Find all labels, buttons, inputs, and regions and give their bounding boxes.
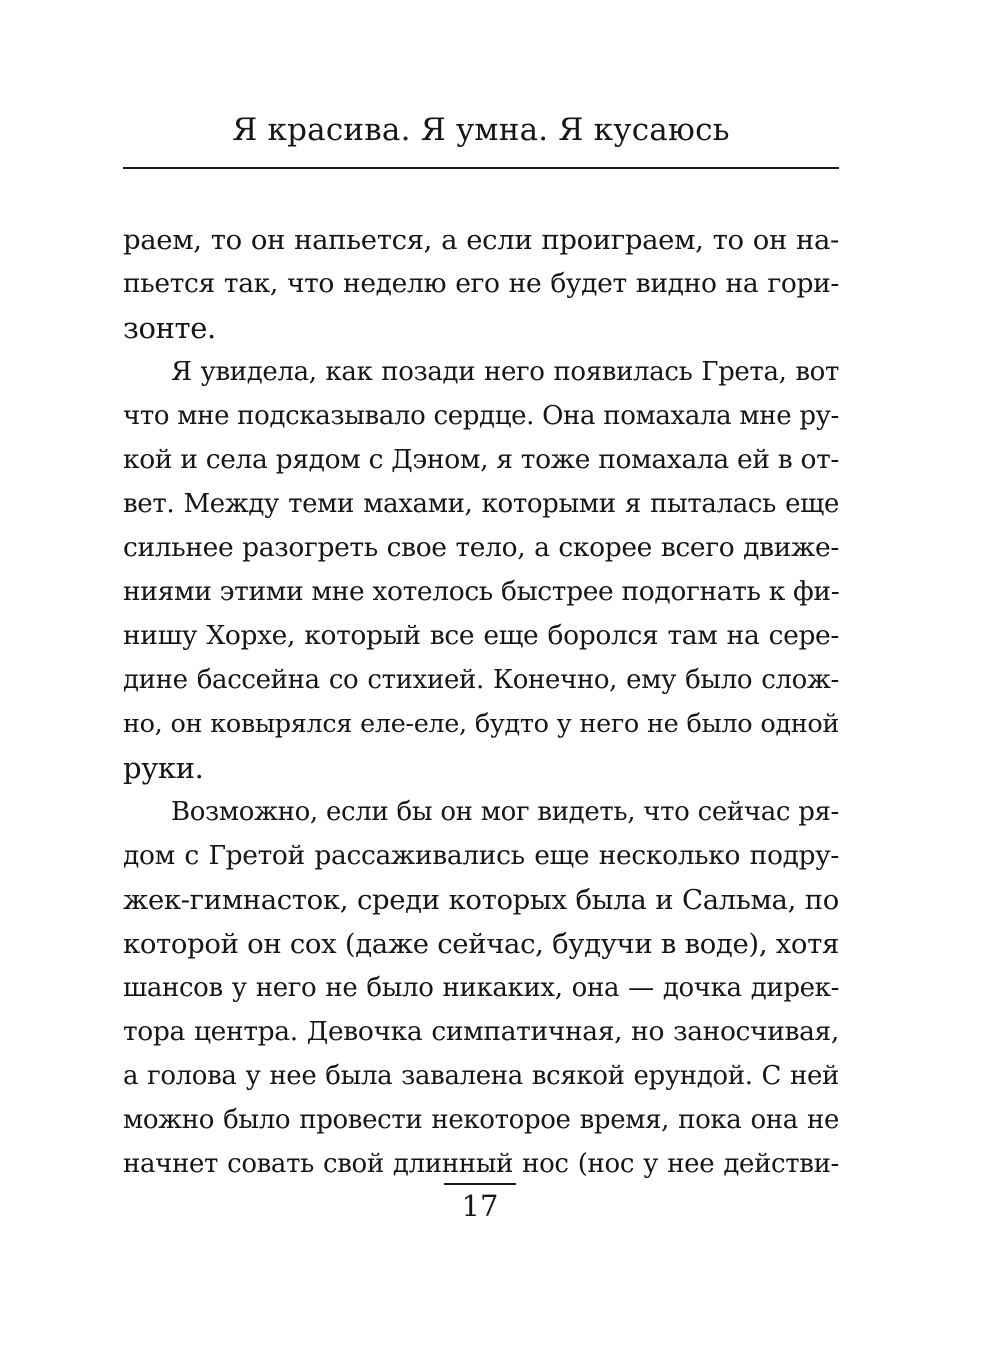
text-line: тора центра. Девочка симпатичная, но заносчивая, [123,1016,839,1047]
running-head: Я красива. Я умна. Я кусаюсь [232,112,730,148]
footer-rule [444,1183,516,1185]
text-line: что мне подсказывало сердце. Она помахала мне ру- [123,401,839,431]
text-line: можно было провести некоторое время, пока она не [123,1105,839,1135]
text-line: жек-гимнасток, среди которых была и Сальма, по [123,884,839,916]
text-line: кой и села рядом с Дэном, я тоже помахала ей в от- [123,444,839,475]
text-line: которой он сох (даже сейчас, будучи в воде), хотя [123,928,839,960]
text-line: сильнее разогреть свое тело, а скорее всего движе- [123,532,839,563]
text-line: дом с Гретой рассаживались еще несколько подру- [123,840,839,871]
text-line: а голова у нее была завалена всякой ерундой. С ней [123,1061,839,1091]
text-line: Я увидела, как позади него появилась Грета, вот [171,357,839,387]
text-line: раем, то он напьется, а если проиграем, то он на- [123,224,839,256]
body-text [123,218,839,1186]
text-line: ниями этими мне хотелось быстрее подогнать к фи- [123,576,840,607]
text-line: но, он ковырялся еле-еле, будто у него не было одной [123,709,839,739]
text-line: вет. Между теми махами, которыми я пыталась еще [123,489,839,519]
page-number: 17 [461,1189,499,1223]
text-line: руки. [123,751,204,785]
text-line: нишу Хорхе, который все еще боролся там на сере- [123,620,839,651]
header-rule [123,167,839,169]
text-line: Возможно, если бы он мог видеть, что сейчас ря- [171,797,839,827]
text-line: шансов у него не было никаких, она — дочка дирек- [123,973,839,1003]
text-line: дине бассейна со стихией. Конечно, ему было слож- [123,665,839,695]
text-line: начнет совать свой длинный нос (нос у нее действи- [123,1149,839,1179]
text-line: пьется так, что неделю его не будет видно на гори- [123,268,839,299]
text-line: зонте. [123,311,216,345]
